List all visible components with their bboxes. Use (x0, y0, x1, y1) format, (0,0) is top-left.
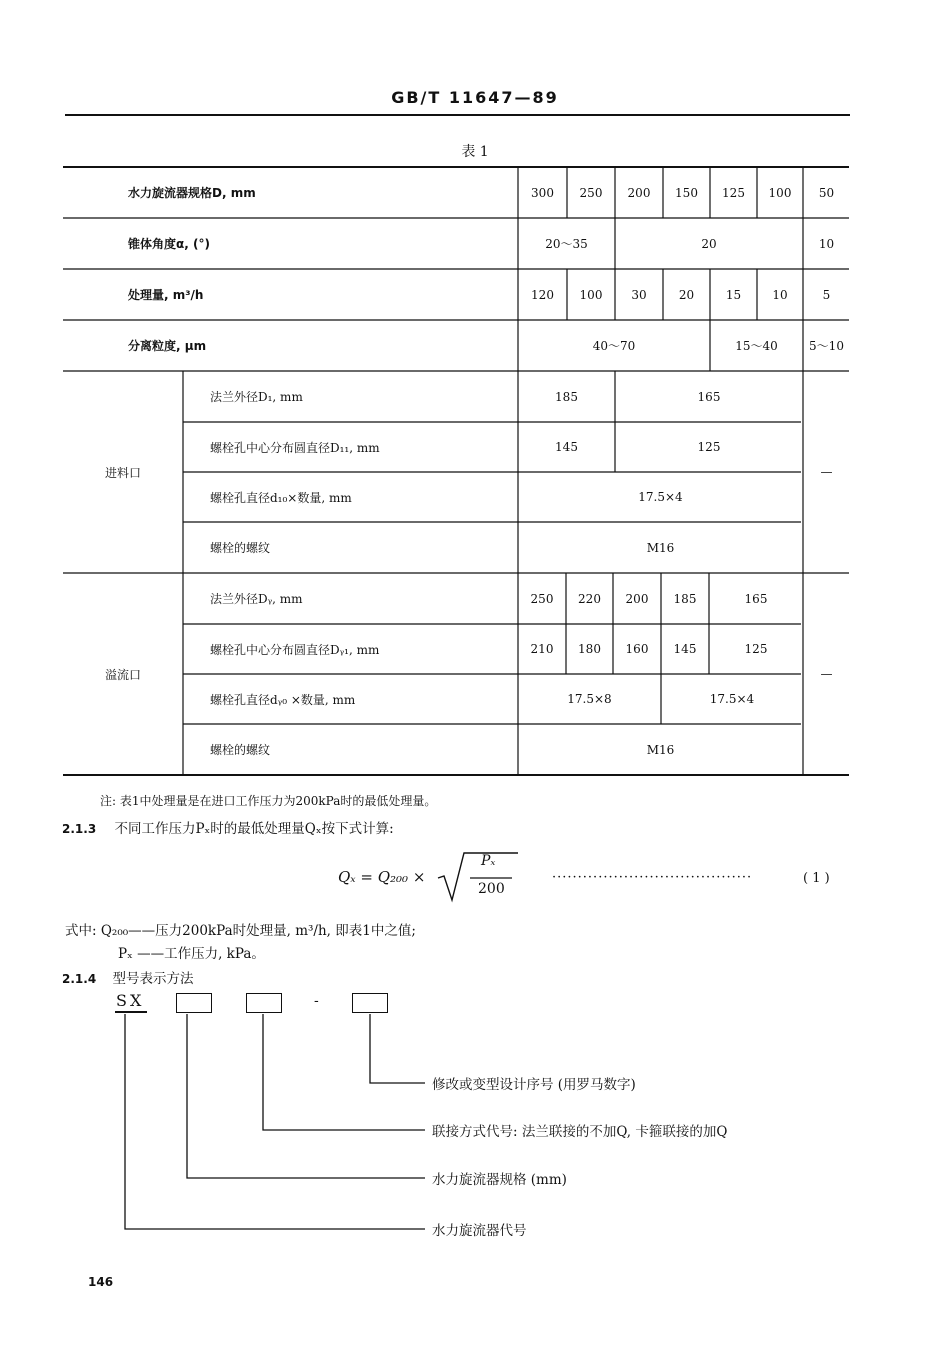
capacity-cell: 120 (531, 287, 554, 302)
standard-header: GB/T 11647—89 (391, 88, 559, 107)
legend-code: 水力旋流器代号 (432, 1223, 527, 1239)
inlet-group-label: 进料口 (104, 465, 141, 480)
spec-cell: 250 (579, 185, 603, 200)
angle-cell: 10 (818, 236, 835, 251)
overflow-cell: 165 (744, 591, 768, 606)
overflow-cell: M16 (646, 742, 675, 757)
legend-spec: 水力旋流器规格 (mm) (432, 1172, 567, 1188)
spec-cell: 125 (722, 185, 745, 200)
inlet-flange-od-label: 法兰外径D₁, mm (210, 390, 303, 404)
overflow-group-label: 溢流口 (104, 667, 141, 682)
overflow-cell: 200 (625, 591, 649, 606)
capacity-cell: 30 (631, 287, 647, 302)
spec-box (176, 993, 212, 1013)
where-px: Pₓ ——工作压力, kPa。 (118, 946, 265, 962)
section-text: 型号表示方法 (112, 971, 194, 987)
overflow-flange-od-label: 法兰外径Dᵧ, mm (210, 592, 303, 606)
angle-cell: 20 (701, 236, 717, 251)
prefix-underline (115, 1011, 147, 1013)
inlet-cell: M16 (646, 540, 675, 555)
page-number: 146 (88, 1275, 114, 1289)
spec-cell: 50 (818, 185, 835, 200)
spec-cell: 300 (531, 185, 554, 200)
overflow-cell: 250 (530, 591, 554, 606)
row-angle-label: 锥体角度α, (°) (128, 237, 210, 251)
overflow-thread-label: 螺栓的螺纹 (210, 743, 271, 757)
overflow-cell: 145 (673, 642, 697, 656)
overflow-bolt-circle-label: 螺栓孔中心分布圆直径Dᵧ₁, mm (210, 642, 380, 657)
inlet-cell: 125 (697, 440, 721, 454)
particle-cell: 5～10 (809, 339, 844, 353)
capacity-cell: 15 (725, 287, 742, 302)
inlet-thread-label: 螺栓的螺纹 (210, 541, 271, 555)
row-spec-label: 水力旋流器规格D, mm (128, 186, 256, 200)
formula-denominator: 200 (478, 881, 505, 897)
capacity-cell: 5 (822, 287, 831, 302)
overflow-cell: 210 (530, 642, 554, 656)
equation-number: ( 1 ) (803, 871, 830, 886)
overflow-cell: 220 (578, 591, 601, 606)
model-prefix: SX (116, 991, 145, 1010)
inlet-bolt-circle-label: 螺栓孔中心分布圆直径D₁₁, mm (210, 440, 380, 455)
section-number: 2.1.4 (62, 972, 97, 986)
where-q200: 式中: Q₂₀₀——压力200kPa时处理量, m³/h, 即表1中之值; (65, 923, 416, 939)
overflow-dash: — (820, 667, 833, 681)
overflow-cell: 185 (673, 591, 697, 606)
table-note: 注: 表1中处理量是在进口工作压力为200kPa时的最低处理量。 (100, 794, 437, 808)
model-dash: - (314, 993, 319, 1009)
overflow-cell: 125 (744, 642, 768, 656)
overflow-cell: 17.5×8 (567, 692, 612, 706)
connection-box (246, 993, 282, 1013)
particle-cell: 40～70 (592, 339, 636, 353)
inlet-dash: — (820, 465, 833, 479)
inlet-cell: 17.5×4 (638, 490, 683, 504)
spec-cell: 200 (627, 185, 651, 200)
revision-box (352, 993, 388, 1013)
overflow-cell: 180 (578, 642, 601, 656)
overflow-cell: 17.5×4 (709, 692, 755, 706)
spec-cell: 100 (768, 185, 792, 200)
legend-connection: 联接方式代号: 法兰联接的不加Q, 卡箍联接的加Q (432, 1124, 728, 1140)
section-2-1-4 (62, 967, 193, 987)
row-particle-label: 分离粒度, μm (128, 339, 207, 353)
overflow-bolt-hole-label: 螺栓孔直径dᵧ₀ ×数量, mm (210, 692, 356, 707)
table-caption: 表 1 (461, 144, 489, 160)
inlet-bolt-hole-label: 螺栓孔直径d₁₀×数量, mm (210, 490, 352, 505)
inlet-cell: 185 (555, 389, 578, 404)
capacity-cell: 100 (579, 287, 603, 302)
formula-numerator: Pₓ (481, 853, 496, 869)
formula-lhs: Qₓ = Q₂₀₀ × (338, 868, 426, 886)
spec-cell: 150 (675, 185, 698, 200)
angle-cell: 20～35 (545, 237, 588, 251)
inlet-cell: 165 (697, 389, 721, 404)
section-2-1-3 (62, 817, 394, 837)
section-text: 不同工作压力Pₓ时的最低处理量Qₓ按下式计算: (114, 821, 394, 837)
capacity-cell: 10 (772, 287, 788, 302)
particle-cell: 15～40 (735, 339, 778, 353)
section-number: 2.1.3 (62, 822, 97, 836)
overflow-cell: 160 (625, 642, 649, 656)
inlet-cell: 145 (555, 440, 578, 454)
row-capacity-label: 处理量, m³/h (128, 288, 204, 302)
formula-leader-dots: ······································· (552, 870, 753, 885)
legend-revision: 修改或变型设计序号 (用罗马数字) (432, 1077, 636, 1093)
capacity-cell: 20 (678, 287, 695, 302)
